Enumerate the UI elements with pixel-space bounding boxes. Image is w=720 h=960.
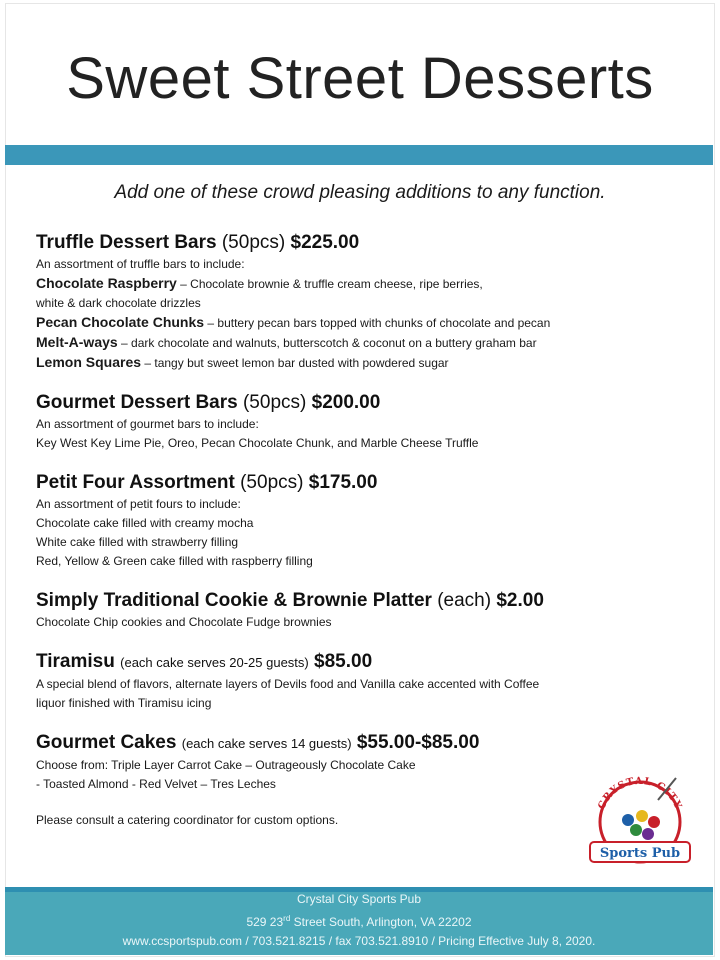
section-qty: (each cake serves 20-25 guests) (120, 655, 309, 670)
page-title: Sweet Street Desserts (66, 46, 654, 111)
section-line: Chocolate Chip cookies and Chocolate Fudge brownies (36, 615, 332, 629)
sports-pub-logo (584, 770, 696, 870)
footer-contact: www.ccsportspub.com / 703.521.8215 / fax 703.521.8910 / Pricing Effective July 8, 2020. (122, 934, 596, 948)
section-heading (36, 649, 676, 675)
billiard-ball-icon (642, 828, 654, 840)
section-line: White cake filled with strawberry filling (36, 535, 239, 549)
section-qty: (each cake serves 14 guests) (181, 736, 352, 751)
section-qty: (50pcs) (242, 392, 307, 413)
footer-address-number: 529 23 (246, 915, 284, 929)
consult-note: Please consult a catering coordinator for custom options. (36, 813, 339, 827)
item-desc-continued: white & dark chocolate drizzles (36, 296, 201, 310)
section-price: $2.00 (496, 590, 544, 611)
section-line: Chocolate cake filled with creamy mocha (36, 516, 254, 530)
item-desc: – tangy but sweet lemon bar dusted with powdered sugar (141, 356, 449, 370)
menu-item (36, 274, 676, 294)
menu-item (36, 313, 676, 333)
item-name: Melt-A-ways (36, 334, 118, 350)
section-price: $85.00 (314, 651, 373, 672)
menu-item (36, 333, 676, 353)
section-name: Tiramisu (36, 651, 115, 672)
item-name: Lemon Squares (36, 354, 142, 370)
menu-section-gourmet-bars (36, 390, 676, 453)
item-name: Chocolate Raspberry (36, 275, 177, 291)
menu-section-truffle-bars (36, 230, 676, 373)
section-name: Simply Traditional Cookie & Brownie Platter (36, 590, 432, 611)
item-desc: – dark chocolate and walnuts, butterscotch & coconut on a buttery graham bar (117, 336, 537, 350)
section-name: Gourmet Cakes (36, 732, 177, 753)
menu-section-cookie-platter (36, 588, 676, 632)
section-intro: An assortment of truffle bars to include: (36, 257, 245, 271)
logo-bottom-text: Sports Pub (599, 846, 681, 861)
section-line: liquor finished with Tiramisu icing (36, 696, 212, 710)
menu-item (36, 353, 676, 373)
billiard-ball-icon (636, 810, 648, 822)
section-line: Key West Key Lime Pie, Oreo, Pecan Chocolate Chunk, and Marble Cheese Truffle (36, 436, 479, 450)
section-price: $175.00 (308, 472, 378, 493)
section-line: An assortment of gourmet bars to include: (36, 417, 259, 431)
billiard-ball-icon (622, 814, 634, 826)
section-line: A special blend of flavors, alternate layers of Devils food and Vanilla cake accented with Coffee (36, 677, 540, 691)
section-line: Red, Yellow & Green cake filled with raspberry filling (36, 554, 313, 568)
footer-top-border (5, 887, 713, 892)
tagline: Add one of these crowd pleasing additions to any function. (114, 182, 606, 203)
footer-address-suffix: rd (283, 914, 291, 923)
footer (5, 887, 713, 955)
section-price: $55.00-$85.00 (356, 732, 480, 753)
accent-bar (5, 145, 713, 165)
section-line: An assortment of petit fours to include: (36, 497, 241, 511)
section-heading (36, 390, 676, 415)
item-name: Pecan Chocolate Chunks (36, 314, 205, 330)
billiard-ball-icon (648, 816, 660, 828)
menu-section-tiramisu (36, 649, 676, 713)
logo-top-text: CRYSTAL CITY (596, 775, 684, 812)
section-name: Truffle Dessert Bars (36, 232, 217, 253)
menu-section-petit-four (36, 470, 676, 571)
section-heading (36, 470, 676, 495)
section-qty: (50pcs) (221, 232, 286, 253)
section-heading (36, 730, 676, 756)
section-line: Choose from: Triple Layer Carrot Cake – Outrageously Chocolate Cake (36, 758, 416, 772)
section-price: $200.00 (311, 392, 381, 413)
menu-section-gourmet-cakes (36, 730, 676, 794)
footer-address-street: Street South, Arlington, VA 22202 (290, 915, 472, 929)
item-desc: – Chocolate brownie & truffle cream cheese, ripe berries, (176, 277, 483, 291)
item-desc: – buttery pecan bars topped with chunks of chocolate and pecan (204, 316, 551, 330)
footer-business-name: Crystal City Sports Pub (296, 892, 422, 906)
section-heading (36, 230, 676, 255)
footer-address (5, 909, 713, 932)
section-name: Gourmet Dessert Bars (36, 392, 238, 413)
section-qty: (each) (437, 590, 492, 611)
section-qty: (50pcs) (240, 472, 304, 493)
section-heading (36, 588, 676, 613)
billiard-ball-icon (630, 824, 642, 836)
section-price: $225.00 (290, 232, 360, 253)
section-line: - Toasted Almond - Red Velvet – Tres Leches (36, 777, 276, 791)
menu-content (36, 230, 676, 830)
section-name: Petit Four Assortment (36, 472, 235, 493)
